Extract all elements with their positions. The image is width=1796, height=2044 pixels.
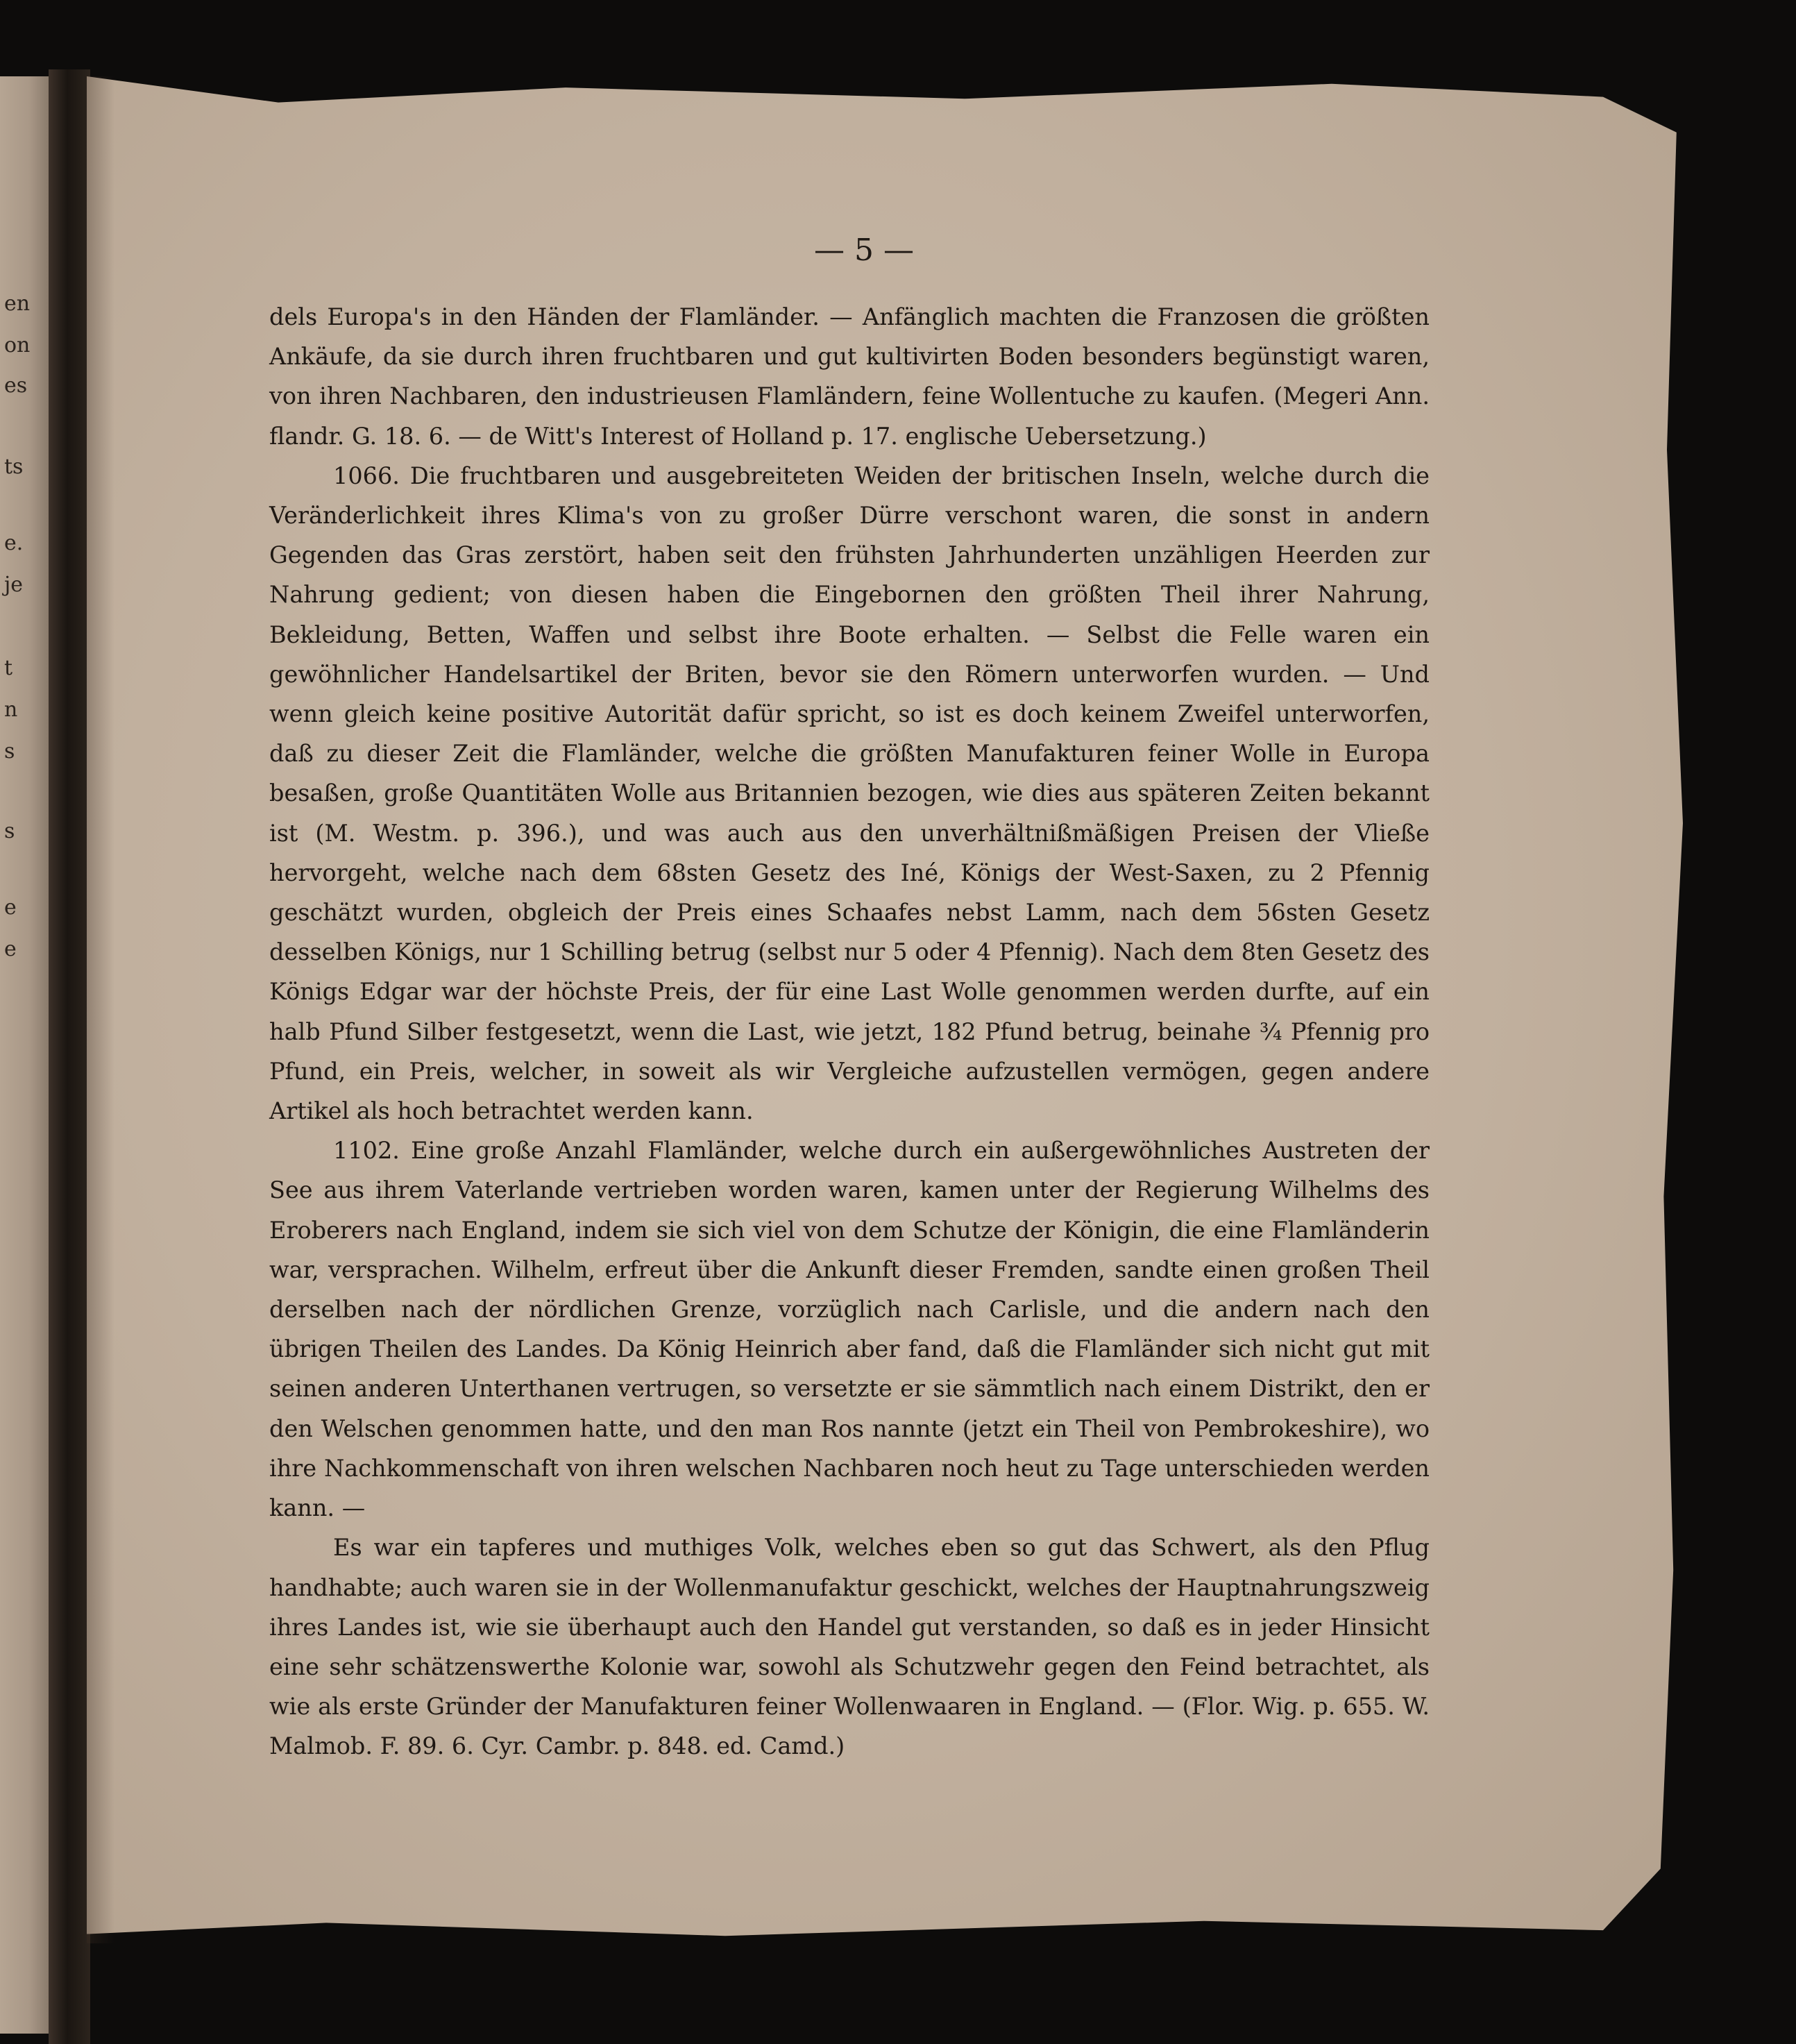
- facing-page-fragment: ts: [4, 455, 24, 479]
- facing-page-fragment: en: [4, 292, 31, 316]
- facing-page-fragment: t: [4, 656, 13, 680]
- facing-page-fragment: n: [4, 698, 18, 722]
- facing-page-fragment: on: [4, 333, 31, 357]
- facing-page-fragment: s: [4, 739, 15, 763]
- facing-page-fragment: e: [4, 895, 17, 920]
- facing-page-fragment: e: [4, 937, 17, 961]
- facing-page-edge: [0, 76, 49, 2034]
- facing-page-fragment: je: [4, 573, 24, 597]
- paragraph-closing: Es war ein tapferes und muthiges Volk, welches eben so gut das Schwert, als den Pflug handhabte; auch waren sie in der Wollenmanufaktur geschickt, welches der Hauptnahrungszweig ihres Landes ist, wie sie überhaupt auch den Handel gut verstanden, so daß es in jeder Hinsicht eine sehr schätzenswerthe Kolonie war, sowohl als Schutzwehr gegen den Feind betrachtet, als wie als erste Gründer der Manufakturen feiner Wollenwaaren in England. — (Flor. Wig. p. 655. W. Malmob. F. 89. 6. Cyr. Cambr. p. 848. ed. Camd.): [269, 1534, 1430, 1760]
- facing-page-fragment: s: [4, 819, 15, 843]
- page-body-text: [269, 297, 1430, 1766]
- book-gutter: [49, 69, 90, 2044]
- page-number: — 5 —: [814, 233, 914, 268]
- paragraph-1066: 1066. Die fruchtbaren und ausgebreiteten Weiden der britischen Inseln, welche durch die Veränderlichkeit ihres Klima's von zu großer Dürre verschont waren, die sonst in andern Gegenden das Gras zerstört, haben seit den frühsten Jahrhunderten unzähligen Heerden zur Nahrung gedient; von diesen haben die Eingebornen den größten Theil ihrer Nahrung, Bekleidung, Betten, Waffen und selbst ihre Boote erhalten. — Selbst die Felle waren ein gewöhnlicher Handelsartikel der Briten, bevor sie den Römern unterworfen wurden. — Und wenn gleich keine positive Autorität dafür spricht, so ist es doch keinem Zweifel unterworfen, daß zu dieser Zeit die Flamländer, welche die größten Manufakturen feiner Wolle in Europa besaßen, große Quantitäten Wolle aus Britannien bezogen, wie dies aus späteren Zeiten bekannt ist (M. Westm. p. 396.), und was auch aus den unverhältnißmäßigen Preisen der Vließe hervorgeht, welche nach dem 68sten Gesetz des Iné, Königs der West-Saxen, zu 2 Pfennig geschätzt wurden, obgleich der Preis eines Schaafes nebst Lamm, nach dem 56sten Gesetz desselben Königs, nur 1 Schilling betrug (selbst nur 5 oder 4 Pfennig). Nach dem 8ten Gesetz des Königs Edgar war der höchste Preis, der für eine Last Wolle genommen werden durfte, auf ein halb Pfund Silber festgesetzt, wenn die Last, wie jetzt, 182 Pfund betrug, beinahe ¾ Pfennig pro Pfund, ein Preis, welcher, in soweit als wir Vergleiche aufzustellen vermögen, gegen andere Artikel als hoch betrachtet werden kann.: [269, 462, 1430, 1125]
- facing-page-fragment: e.: [4, 531, 24, 555]
- page-edge-shadow: [87, 76, 115, 1943]
- paragraph-1102: 1102. Eine große Anzahl Flamländer, welche durch ein außergewöhnliches Austreten der See aus ihrem Vaterlande vertrieben worden waren, kamen unter der Regierung Wilhelms des Eroberers nach England, indem sie sich viel von dem Schutze der Königin, die eine Flamländerin war, versprachen. Wilhelm, erfreut über die Ankunft dieser Fremden, sandte einen großen Theil derselben nach der nördlichen Grenze, vorzüglich nach Carlisle, und die andern nach den übrigen Theilen des Landes. Da König Heinrich aber fand, daß die Flamländer sich nicht gut mit seinen anderen Unterthanen vertrugen, so versetzte er sie sämmtlich nach einem Distrikt, den er den Welschen genommen hatte, und den man Ros nannte (jetzt ein Theil von Pembrokeshire), wo ihre Nachkommenschaft von ihren welschen Nachbaren noch heut zu Tage unterschieden werden kann. —: [269, 1137, 1430, 1522]
- paragraph-continuation: dels Europa's in den Händen der Flamländer. — Anfänglich machten die Franzosen die größten Ankäufe, da sie durch ihren fruchtbaren und gut kultivirten Boden besonders begünstigt waren, von ihren Nachbaren, den industrieusen Flamländern, feine Wollentuche zu kaufen. (Megeri Ann. flandr. G. 18. 6. — de Witt's Interest of Holland p. 17. englische Uebersetzung.): [269, 303, 1430, 450]
- facing-page-fragment: es: [4, 373, 28, 398]
